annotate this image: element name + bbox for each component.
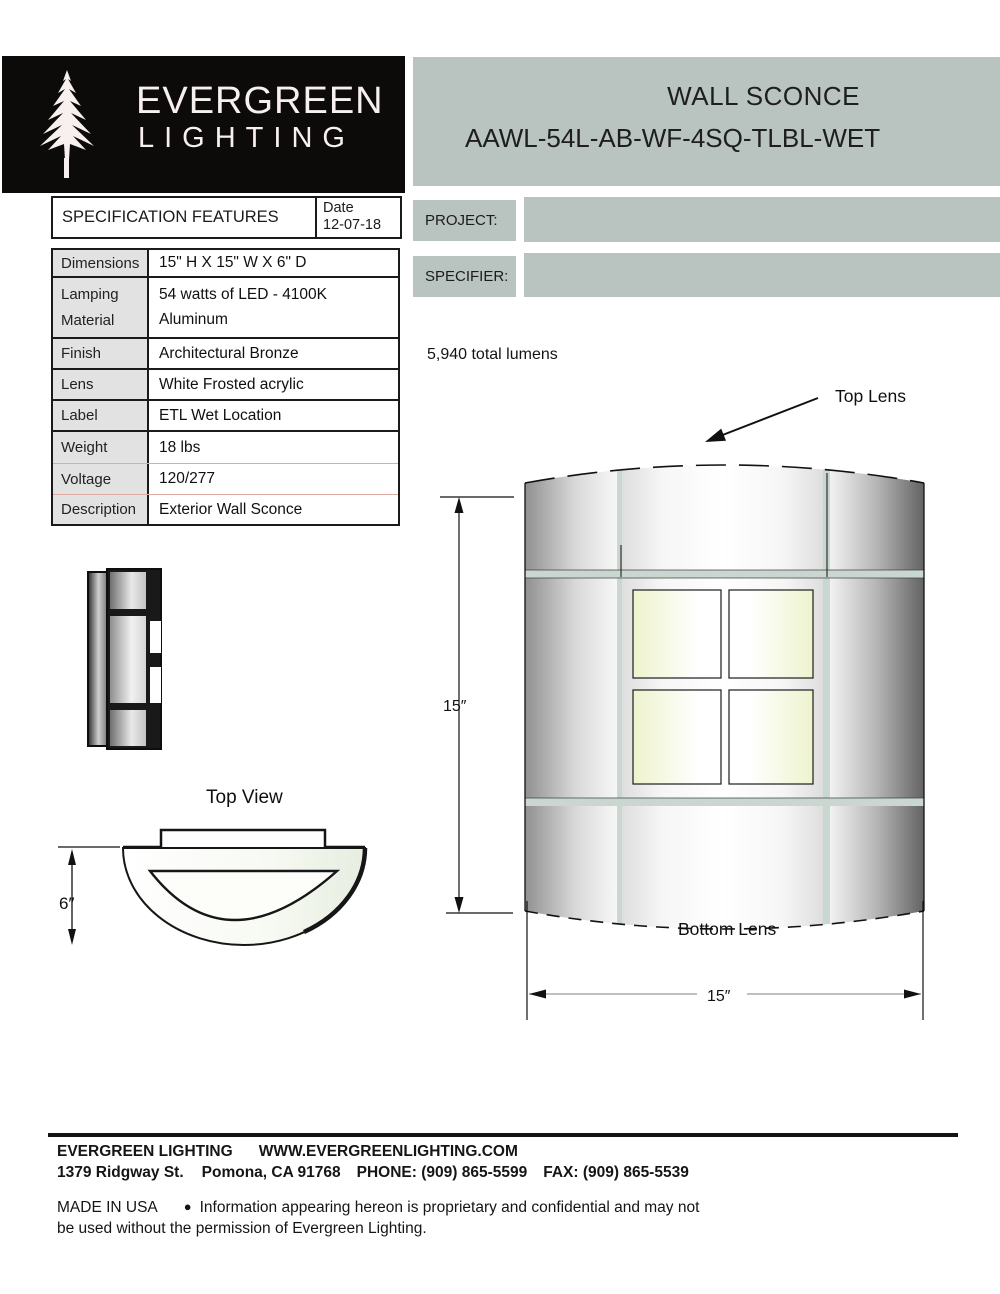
footer-notice-line1 — [57, 1199, 699, 1217]
bullet-icon: ● — [183, 1199, 192, 1214]
footer-phone: PHONE: (909) 865-5599 — [356, 1164, 528, 1181]
evergreen-tree-logo-icon — [34, 68, 98, 180]
project-label: PROJECT: — [413, 200, 516, 241]
spec-features-title: SPECIFICATION FEATURES — [62, 208, 279, 226]
side-view-drawing — [84, 564, 164, 754]
top-view-drawing — [55, 815, 375, 960]
table-row-weight: Weight 18 lbs — [53, 432, 398, 464]
lens-pane-top-right — [729, 590, 813, 678]
table-row-label: Label ETL Wet Location — [53, 401, 398, 432]
footer-city: Pomona, CA 91768 — [201, 1164, 341, 1181]
product-type-title: WALL SCONCE — [667, 81, 860, 111]
footer-company-name: EVERGREEN LIGHTING — [57, 1143, 233, 1160]
model-number: AAWL-54L-AB-WF-4SQ-TLBL-WET — [465, 123, 881, 153]
footer-notice-line2 — [57, 1220, 427, 1238]
title-banner — [413, 57, 1000, 186]
width-dimension-label: 15″ — [707, 988, 731, 1005]
top-view-title: Top View — [206, 787, 283, 808]
footer-street: 1379 Ridgway St. — [57, 1164, 184, 1181]
table-row-description: Description Exterior Wall Sconce — [53, 495, 398, 524]
brand-name-primary: EVERGREEN — [136, 80, 384, 122]
brand-logo-box — [2, 56, 405, 193]
notice-text-1: Information appearing hereon is proprietary and confidential and may not — [199, 1199, 700, 1216]
date-value: 12-07-18 — [323, 217, 382, 234]
footer-address-line — [57, 1164, 689, 1182]
brand-name-secondary: LIGHTING — [138, 122, 355, 154]
specifier-label: SPECIFIER: — [413, 256, 516, 297]
footer-divider-rule — [48, 1133, 958, 1137]
lens-pane-top-left — [633, 590, 721, 678]
footer-fax: FAX: (909) 865-5539 — [543, 1164, 689, 1181]
bottom-lens-label: Bottom Lens — [678, 919, 777, 939]
made-in-usa-label: MADE IN USA — [57, 1199, 158, 1216]
date-cell — [315, 198, 400, 237]
table-row-lens: Lens White Frosted acrylic — [53, 370, 398, 401]
specifier-input-field[interactable] — [524, 253, 1000, 297]
table-row-voltage: Voltage 120/277 — [53, 464, 398, 495]
spec-table — [51, 248, 400, 526]
top-lens-label: Top Lens — [835, 386, 907, 406]
total-lumens-note: 5,940 total lumens — [427, 346, 558, 363]
top-lens-arrow — [720, 398, 818, 436]
notice-text-2: be used without the permission of Evergreen Lighting. — [57, 1220, 427, 1237]
depth-dimension-label: 6″ — [59, 894, 75, 913]
spec-features-header — [51, 196, 402, 239]
table-row-dimensions: Dimensions 15" H X 15" W X 6" D — [53, 250, 398, 278]
date-label: Date — [323, 200, 354, 216]
footer-company-line — [57, 1143, 518, 1161]
footer-website: WWW.EVERGREENLIGHTING.COM — [258, 1143, 518, 1160]
lens-pane-bottom-right — [729, 690, 813, 784]
height-dimension-label: 15″ — [443, 698, 467, 715]
lens-pane-bottom-left — [633, 690, 721, 784]
table-row-lamping-material: Lamping Material 54 watts of LED - 4100K Aluminum — [53, 278, 398, 339]
project-input-field[interactable] — [524, 197, 1000, 242]
table-row-finish: Finish Architectural Bronze — [53, 339, 398, 370]
